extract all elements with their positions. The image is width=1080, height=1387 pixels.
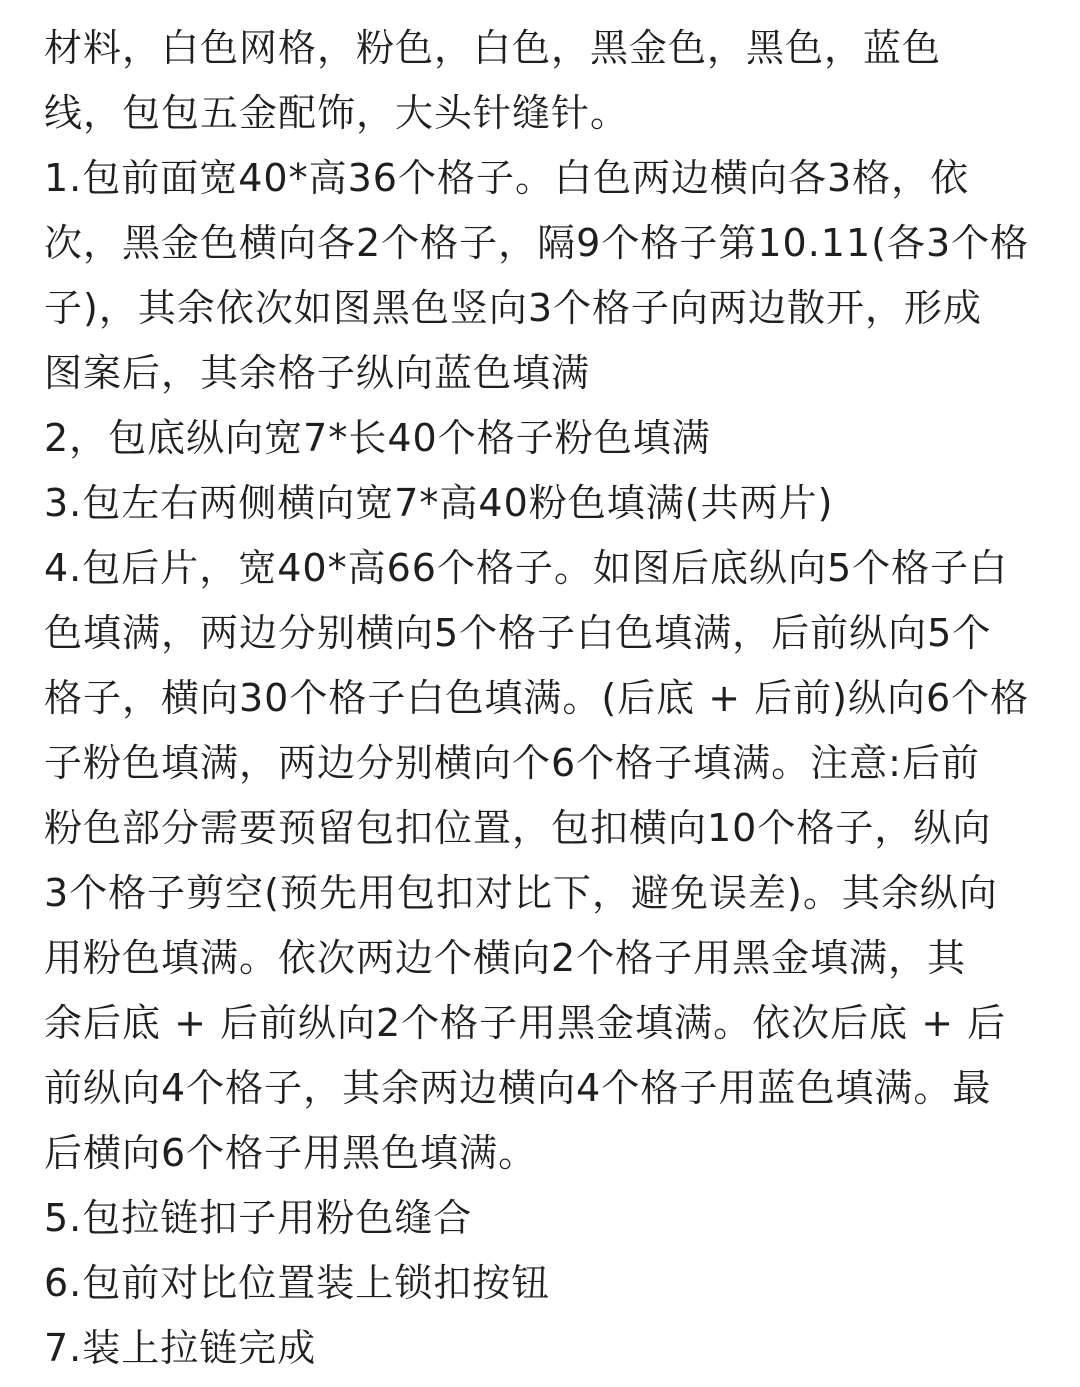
text-line-6: 图案后，其余格子纵向蓝色填满: [44, 351, 591, 395]
text-line-9: 4.包后片，宽40*高66个格子。如图后底纵向5个格子白: [44, 546, 1009, 590]
instruction-document: [44, 16, 1049, 1381]
text-line-4: 次，黑金色横向各2个格子，隔9个格子第10.11(各3个格: [44, 221, 1030, 265]
text-line-17: 前纵向4个格子，其余两边横向4个格子用蓝色填满。最: [44, 1066, 992, 1110]
text-line-11: 格子，横向30个格子白色填满。(后底 + 后前)纵向6个格: [44, 676, 1030, 720]
text-line-3: 1.包前面宽40*高36个格子。白色两边横向各3格，依: [44, 156, 970, 200]
text-line-7: 2，包底纵向宽7*长40个格子粉色填满: [44, 416, 711, 460]
text-line-21: 7.装上拉链完成: [44, 1326, 317, 1370]
text-line-20: 6.包前对比位置装上锁扣按钮: [44, 1261, 551, 1305]
text-line-12: 子粉色填满，两边分别横向个6个格子填满。注意:后前: [44, 741, 980, 785]
text-line-1: 材料，白色网格，粉色，白色，黑金色，黑色，蓝色: [44, 26, 942, 70]
text-line-18: 后横向6个格子用黑色填满。: [44, 1131, 538, 1175]
text-line-14: 3个格子剪空(预先用包扣对比下，避免误差)。其余纵向: [44, 871, 998, 915]
text-line-8: 3.包左右两侧横向宽7*高40粉色填满(共两片): [44, 481, 834, 525]
text-line-10: 色填满，两边分别横向5个格子白色填满，后前纵向5个: [44, 611, 992, 655]
text-line-2: 线，包包五金配饰，大头针缝针。: [44, 91, 630, 135]
text-line-16: 余后底 + 后前纵向2个格子用黑金填满。依次后底 + 后: [44, 1001, 1007, 1045]
text-line-13: 粉色部分需要预留包扣位置，包扣横向10个格子，纵向: [44, 806, 992, 850]
text-line-5: 子)，其余依次如图黑色竖向3个格子向两边散开，形成: [44, 286, 983, 330]
text-line-15: 用粉色填满。依次两边个横向2个格子用黑金填满，其: [44, 936, 967, 980]
text-line-19: 5.包拉链扣子用粉色缝合: [44, 1196, 473, 1240]
